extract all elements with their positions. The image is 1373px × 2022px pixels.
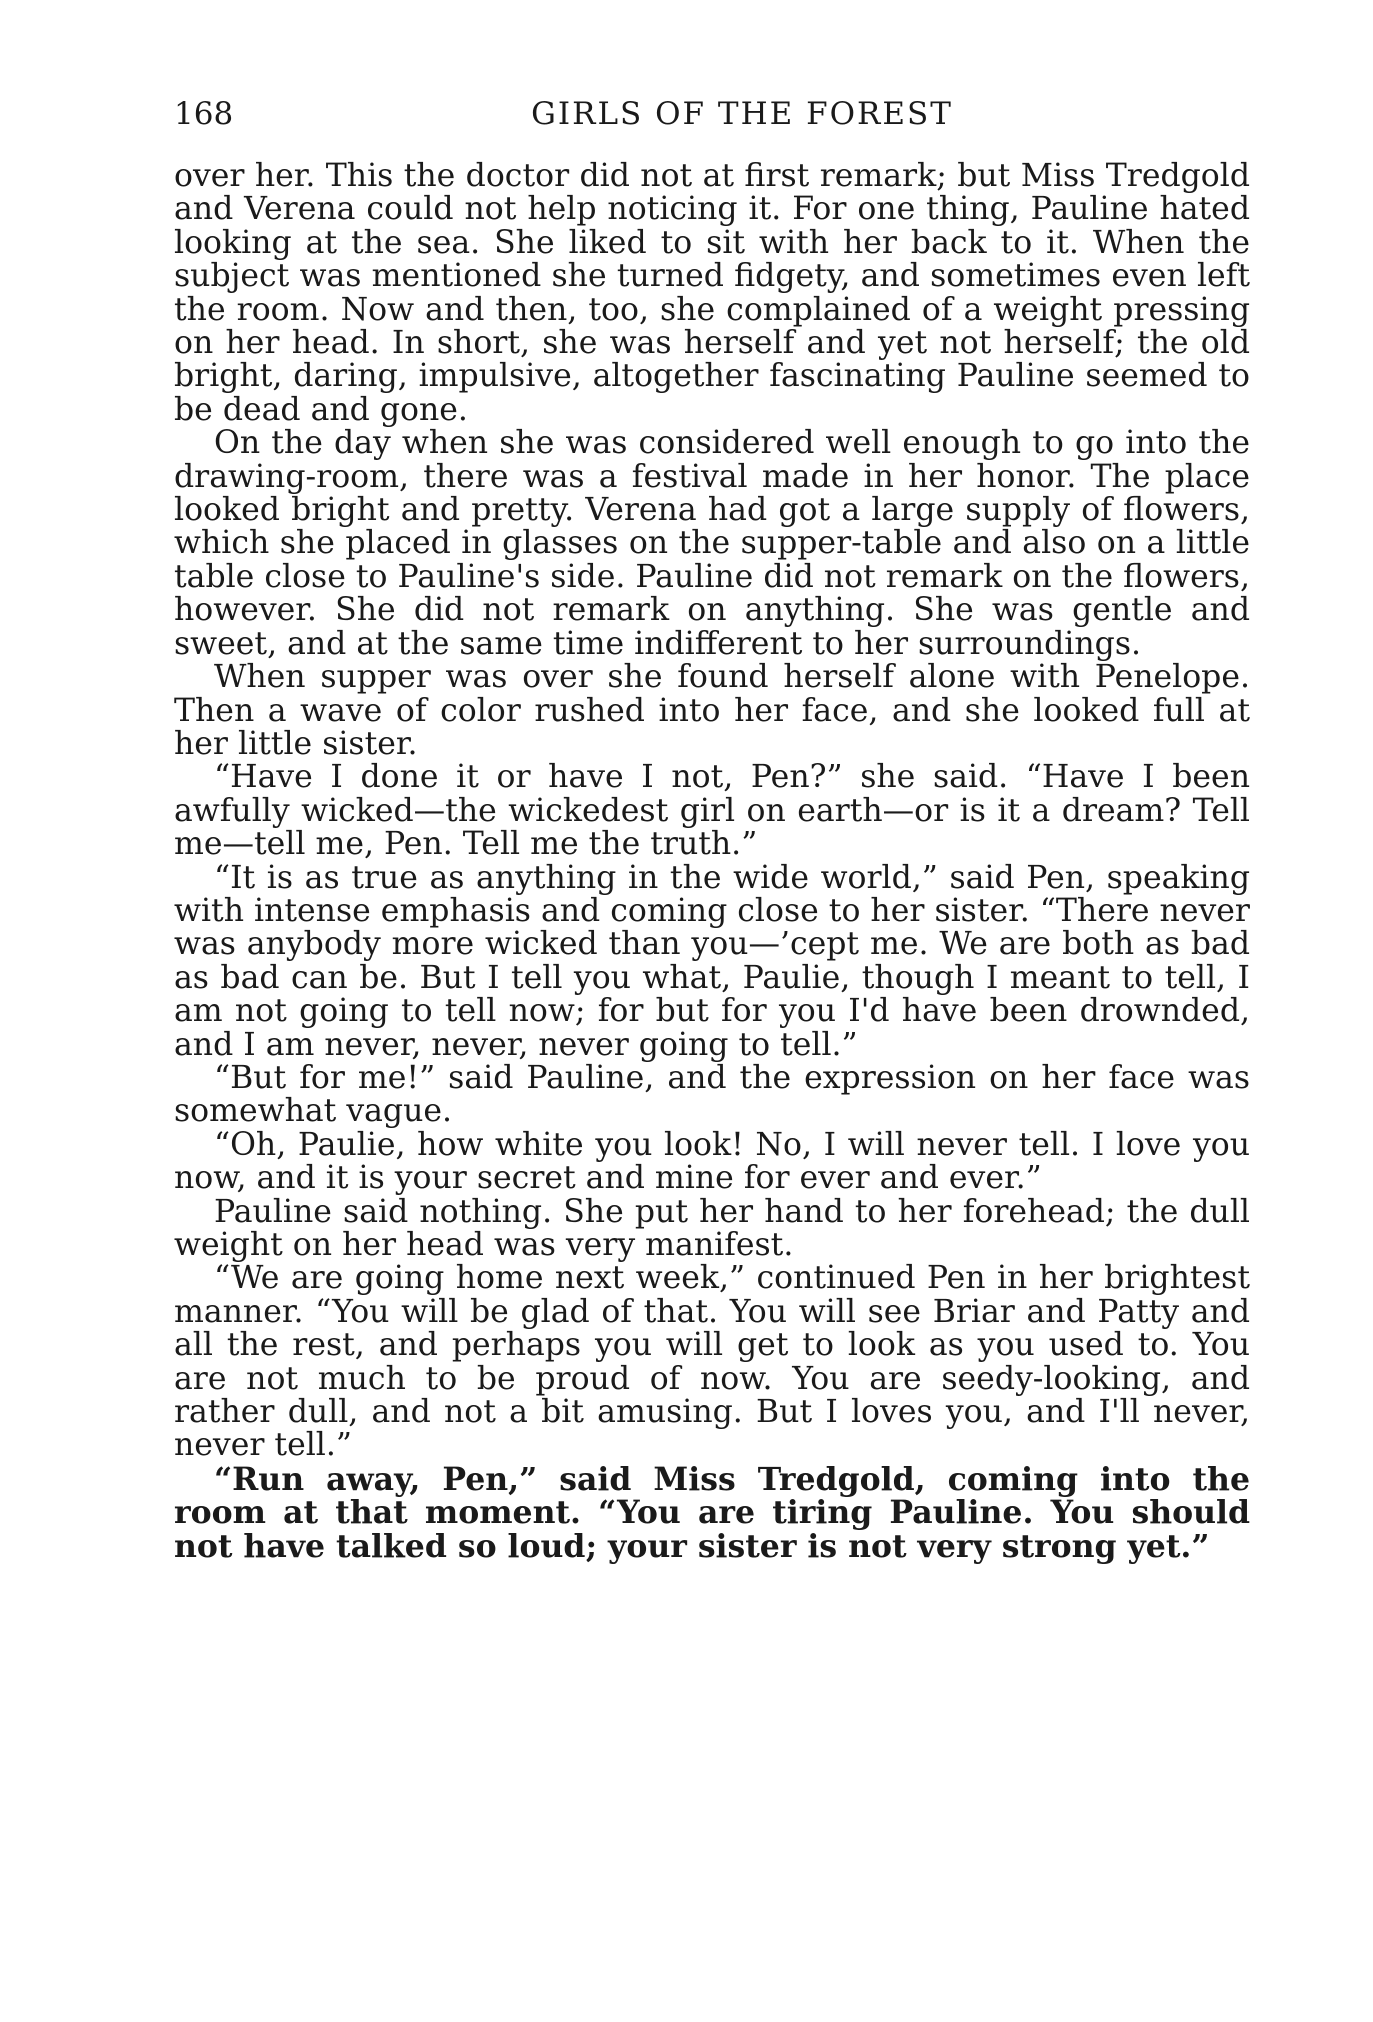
paragraph: “We are going home next week,” continued Pen in her brightest manner. “You will be glad of that. You will see Briar and Patty and all the rest, and perhaps you will get to look as you used to. You are not much to be proud of now. You are seedy-looking, and rather dull, and not a bit amusing. But I loves you, and I'll never, never tell.”	[174, 1260, 1250, 1464]
paragraph: “But for me!” said Pauline, and the expression on her face was somewhat vague.	[174, 1059, 1250, 1130]
paragraph: over her. This the doctor did not at first remark; but Miss Tredgold and Verena could not help noticing it. For one thing, Pauline hated looking at the sea. She liked to sit with her back to it. When the subject was mentioned she turned fidgety, and sometimes even left the room. Now and then, too, she complained of a weight pressing on her head. In short, she was herself and yet not herself; the old bright, daring, impulsive, altogether fascinating Pauline seemed to be dead and gone.	[174, 158, 1250, 428]
page-number: 168	[174, 96, 234, 132]
paragraph: When supper was over she found herself alone with Penelope. Then a wave of color rushed into her face, and she looked full at her little sister.	[174, 659, 1250, 762]
paragraph: “It is as true as anything in the wide world,” said Pen, speaking with intense emphasis and coming close to her sister. “There never was anybody more wicked than you—’cept me. We are both as bad as bad can be. But I tell you what, Paulie, though I meant to tell, I am not going to tell now; for but for you I'd have been drownded, and I am never, never, never going to tell.”	[174, 859, 1250, 1063]
body-text	[174, 160, 1250, 1563]
paragraph: “Have I done it or have I not, Pen?” she said. “Have I been awfully wicked—the wickedest girl on earth—or is it a dream? Tell me—tell me, Pen. Tell me the truth.”	[174, 759, 1250, 863]
paragraph: Pauline said nothing. She put her hand to her forehead; the dull weight on her head was very manifest.	[174, 1193, 1250, 1263]
running-title: GIRLS OF THE FOREST	[531, 96, 953, 132]
paragraph: “Oh, Paulie, how white you look! No, I will never tell. I love you now, and it is your secret and mine for ever and ever.”	[174, 1126, 1250, 1197]
paragraph: “Run away, Pen,” said Miss Tredgold, coming into the room at that moment. “You are tiring Pauline. You should not have talked so loud; your sister is not very strong yet.”	[174, 1460, 1250, 1565]
paragraph: On the day when she was considered well enough to go into the drawing-room, there was a festival made in her honor. The place looked bright and pretty. Verena had got a large supply of flowers, which she placed in glasses on the supper-table and also on a little table close to Pauline's side. Pauline did not remark on the flowers, however. She did not remark on anything. She was gentle and sweet, and at the same time indifferent to her surroundings.	[174, 425, 1250, 662]
running-head	[174, 92, 1250, 136]
